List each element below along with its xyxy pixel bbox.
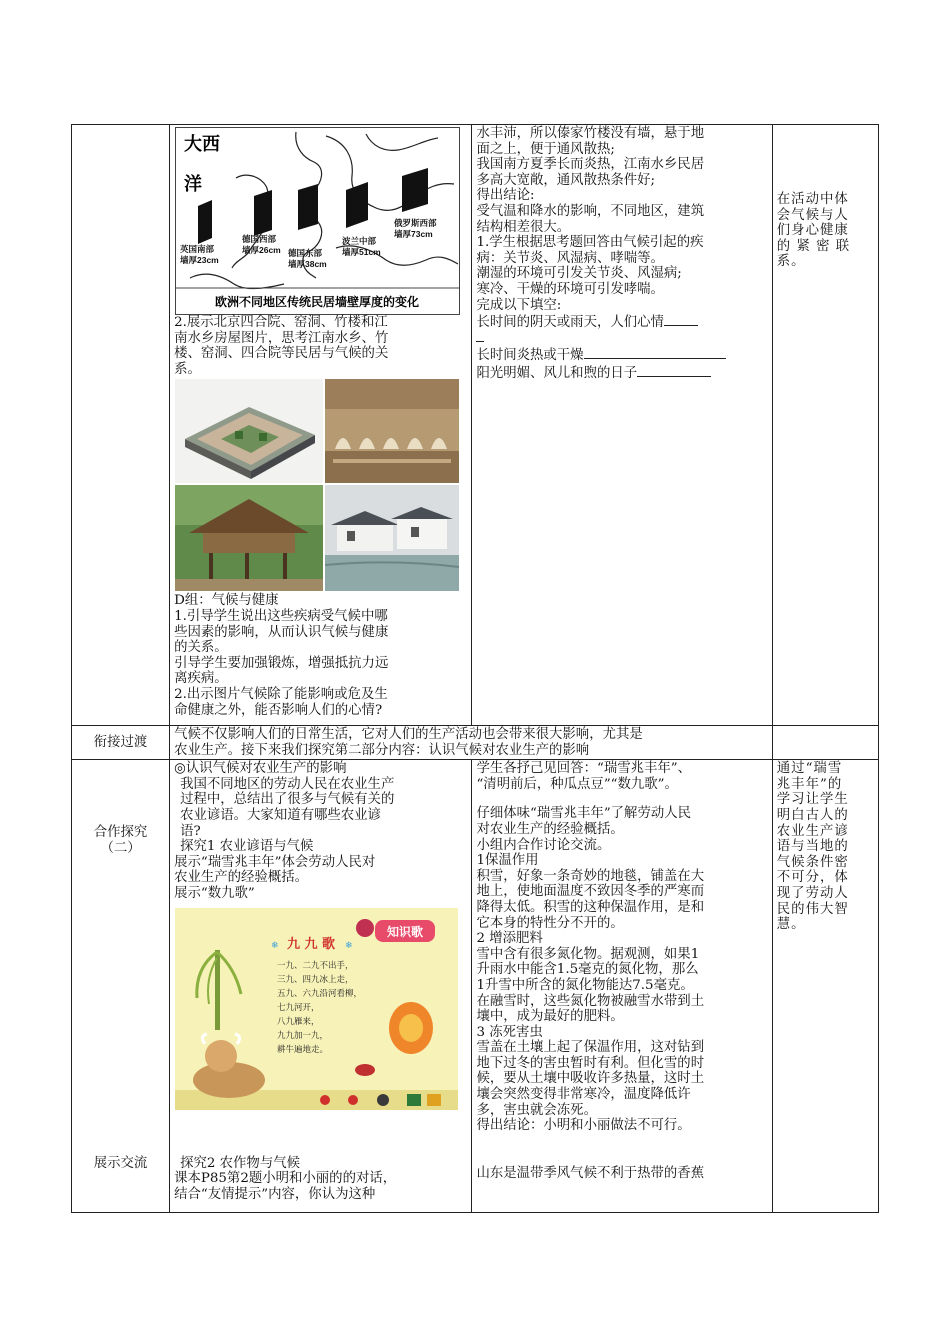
text-line: 课本P85第2题小明和小丽的的对话，	[174, 1171, 397, 1187]
water-town-photo	[325, 485, 459, 591]
text-line: 2.出示图片气候除了能影响或危及生	[174, 686, 388, 702]
answer-blank	[664, 313, 698, 326]
group-d-title: D组：气候与健康	[174, 593, 279, 609]
wall-place-label: 英国南部	[180, 244, 215, 254]
stage-cell	[72, 726, 170, 760]
text-line: 过程中，总结出了很多与气候有关的	[180, 792, 395, 808]
row-transition	[72, 726, 879, 760]
teacher-activity-cell	[170, 125, 472, 726]
sea-label-char: 洋	[184, 174, 203, 194]
text-line: 学习让学生	[776, 792, 849, 808]
stage-cell-empty	[72, 125, 170, 726]
lesson-plan-table	[71, 124, 879, 1213]
bird-figure	[355, 1064, 375, 1076]
text-line: 地下过冬的害虫暂时有利。但化雪的时	[476, 1055, 705, 1071]
text-line: 气候不仅影响人们的日常生活，它对人们的生产活动也会带来很大影响，尤其是	[174, 727, 643, 742]
text-line: 仔细体味“瑞雪兆丰年”了解劳动人民	[476, 806, 692, 822]
text-line: 1.引导学生说出这些疾病受气候中哪	[174, 608, 388, 624]
house-photos-grid	[175, 379, 459, 591]
wall-thickness-label: 墙厚26cm	[242, 245, 281, 255]
text-line: 在融雪时，这些氮化物被融雪水带到土	[476, 993, 705, 1009]
text-line: 它本身的特性分不开的。	[476, 915, 624, 931]
fill-blank-line	[476, 346, 767, 364]
fill-blank-prompt: 长时间的阴天或雨天，人们心情	[476, 315, 664, 331]
cave-dwelling-photo	[325, 379, 459, 483]
text-line: 农业生产。接下来我们探究第二部分内容：认识气候对农业生产的影响	[174, 742, 590, 758]
row-cooperative-inquiry	[72, 760, 879, 1213]
map-caption: 欧洲不同地区传统民居墙壁厚度的变化	[215, 295, 420, 309]
design-intent-cell	[772, 125, 878, 726]
text-line: 离疾病。	[174, 671, 228, 687]
text-line: 引导学生要加强锻炼，增强抵抗力远	[174, 655, 389, 671]
stage-label: （二）	[100, 840, 141, 856]
text-line: 壤中，成为最好的肥料。	[476, 1009, 624, 1025]
text-line: 升雨水中能含1.5毫克的氮化物，那么	[476, 962, 699, 978]
wall-place-label: 德国东部	[288, 248, 323, 258]
text-line: 完成以下填空:	[476, 297, 562, 313]
text-line: 语?	[180, 823, 201, 839]
text-line: “清明前后，种瓜点豆”“数九歌”。	[476, 776, 678, 792]
text-line: 气候条件密	[776, 854, 849, 870]
wall-block	[298, 184, 318, 230]
subheading: 1保温作用	[476, 853, 539, 869]
text-line: 民的伟大智	[776, 901, 849, 917]
text-line: 不可分，体	[776, 870, 849, 886]
text-line: 系。	[776, 254, 806, 270]
wall-place-label: 德国西部	[242, 234, 277, 244]
student-activity-cell	[472, 760, 772, 1213]
subheading: 3 冻死害虫	[476, 1024, 543, 1040]
text-line: 我国南方夏季长而炎热，江南水乡民居	[476, 157, 705, 173]
text-line: 的关系。	[174, 640, 228, 656]
text-line: 学生各抒己见回答：“瑞雪兆丰年”、	[476, 761, 692, 777]
answer-blank	[584, 346, 726, 359]
text-line: 明白古人的	[776, 807, 849, 823]
text-line: 命健康之外，能否影响人们的心情?	[174, 702, 383, 718]
snowflake-icon: ❄	[345, 940, 353, 951]
text-line: 些因素的影响，从而认识气候与健康	[174, 624, 389, 640]
text-line: 得出结论:	[476, 188, 535, 204]
fill-blank-line	[476, 364, 767, 382]
text-line: 雪中含有很多氮化物。据观测，如果1	[476, 946, 700, 962]
text-line: 积雪，好象一条奇妙的地毯，铺盖在大	[476, 868, 705, 884]
text-line: 潮湿的环境可引发关节炎、风湿病;	[476, 266, 682, 282]
song-verse: 八九雁来，	[277, 1016, 320, 1027]
text-line: 候，要从土壤中吸收许多热量，这时土	[476, 1071, 705, 1087]
stage-label: 衔接过渡	[93, 734, 148, 750]
snowflake-icon: ❄	[271, 940, 279, 951]
nine-nine-song-image	[175, 908, 458, 1110]
row-climate-health	[72, 125, 879, 726]
wall-block	[254, 190, 272, 236]
text-line: 探究1 农业谚语与气候	[180, 839, 314, 855]
europe-wall-thickness-map	[175, 127, 460, 315]
text-line: 小组内合作讨论交流。	[476, 837, 611, 853]
text-line: 慧。	[776, 917, 806, 933]
text-line: 对农业生产的经验概括。	[476, 821, 624, 837]
text-line: 我国不同地区的劳动人民在农业生产	[180, 776, 395, 792]
text-line: 农业生产的经验概括。	[174, 870, 308, 886]
transition-text-cell	[170, 726, 773, 760]
text-line: 雪盖在土壤上起了保温作用，这对钻到	[476, 1040, 705, 1056]
text-line: 地上，使地面温度不致因冬季的严寒而	[476, 884, 705, 900]
text-line: 语与当地的	[776, 839, 849, 855]
teacher-activity-cell	[170, 760, 472, 1213]
song-badge: 知识歌	[387, 924, 424, 939]
fill-blank-line	[476, 313, 767, 331]
text-line: 结合“友情提示”内容，你认为这种	[174, 1186, 376, 1202]
student-activity-cell	[472, 125, 772, 726]
text-line: 系。	[174, 361, 201, 377]
text-line: 们身心健康	[776, 223, 849, 239]
text-line: 的 紧 密 联	[776, 238, 851, 254]
text-line: 南水乡房屋图片，思考江南水乡、竹	[174, 330, 389, 346]
section-heading: ◎认识气候对农业生产的影响	[174, 761, 347, 777]
text-line: 2.展示北京四合院、窑洞、竹楼和江	[174, 315, 388, 330]
text-line: 壤会突然变得非常寒冷，温度降低许	[476, 1087, 691, 1103]
text-line: 结构相差很大。	[476, 219, 571, 235]
song-verse: 耕牛遍地走。	[277, 1044, 329, 1055]
answer-blank	[476, 335, 484, 342]
text-line: 农业谚语。大家知道有哪些农业谚	[180, 807, 381, 823]
inquiry-2-title: 探究2 农作物与气候	[180, 1155, 300, 1171]
song-verse: 七九河开，	[277, 1002, 320, 1013]
conclusion-line: 得出结论：小明和小丽做法不可行。	[476, 1118, 691, 1134]
wall-block	[346, 182, 368, 228]
text-line: 兆丰年”的	[776, 776, 843, 792]
wall-thickness-label: 墙厚51cm	[342, 247, 381, 257]
wall-place-label: 波兰中部	[342, 236, 377, 246]
stage-label: 合作探究	[93, 825, 148, 841]
stage-cell	[72, 760, 170, 1213]
subheading: 2 增添肥料	[476, 931, 543, 947]
text-line: 受气温和降水的影响，不同地区，建筑	[476, 203, 705, 219]
text-line: 通过“瑞雪	[776, 761, 843, 777]
design-intent-cell-empty	[772, 726, 878, 760]
text-line: 1升雪中所含的氮化物能达7.5毫克。	[476, 977, 694, 993]
sea-label: 大西	[184, 134, 221, 154]
text-line: 面之上，便于通风散热;	[476, 141, 615, 157]
text-line: 展示“瑞雪兆丰年”体会劳动人民对	[174, 854, 376, 870]
bamboo-house-photo	[175, 485, 323, 591]
text-line: 现了劳动人	[776, 885, 849, 901]
text-line: 多高大宽敞，通风散热条件好;	[476, 172, 656, 188]
song-title: 九 九 歌	[287, 936, 336, 952]
song-verse: 三九、四九冰上走，	[277, 974, 354, 985]
song-verse: 一九、二九不出手，	[277, 960, 354, 971]
text-line: 楼、窑洞、四合院等民居与气候的关	[174, 346, 389, 362]
text-line: 展示“数九歌”	[174, 885, 255, 901]
design-intent-cell	[772, 760, 878, 1213]
wall-thickness-label: 墙厚73cm	[394, 229, 433, 239]
blank-overflow	[476, 331, 767, 347]
text-line: 山东是温带季风气候不利于热带的香蕉	[476, 1165, 705, 1181]
text-line: 寒冷、干燥的环境可引发哮喘。	[476, 281, 664, 297]
text-line: 1.学生根据思考题回答由气候引起的疾	[476, 235, 704, 251]
stage-label: 展示交流	[93, 1156, 148, 1172]
wall-thickness-label: 墙厚23cm	[180, 255, 219, 265]
fill-blank-prompt: 阳光明媚、风儿和煦的日子	[476, 365, 638, 381]
song-verse: 九九加一九，	[277, 1030, 329, 1041]
siheyuan-photo	[175, 379, 323, 483]
song-verse: 五九、六九沿河看柳，	[277, 988, 363, 999]
text-line: 降得太低。积雪的这种保温作用，是和	[476, 899, 705, 915]
text-line: 水丰沛，所以傣家竹楼没有墙，悬于地	[476, 126, 705, 141]
text-line: 在活动中体	[776, 192, 849, 207]
text-line: 农业生产谚	[776, 823, 849, 839]
wall-place-label: 俄罗斯西部	[394, 218, 437, 228]
fill-blank-prompt: 长时间炎热或干燥	[476, 348, 584, 364]
text-line: 多，害虫就会冻死。	[476, 1102, 597, 1118]
wall-block	[198, 200, 212, 244]
text-line: 会气候与人	[776, 207, 849, 223]
text-line: 病：关节炎、风湿病、哮喘等。	[476, 250, 664, 266]
answer-blank	[637, 364, 711, 377]
wall-thickness-label: 墙厚38cm	[288, 259, 327, 269]
